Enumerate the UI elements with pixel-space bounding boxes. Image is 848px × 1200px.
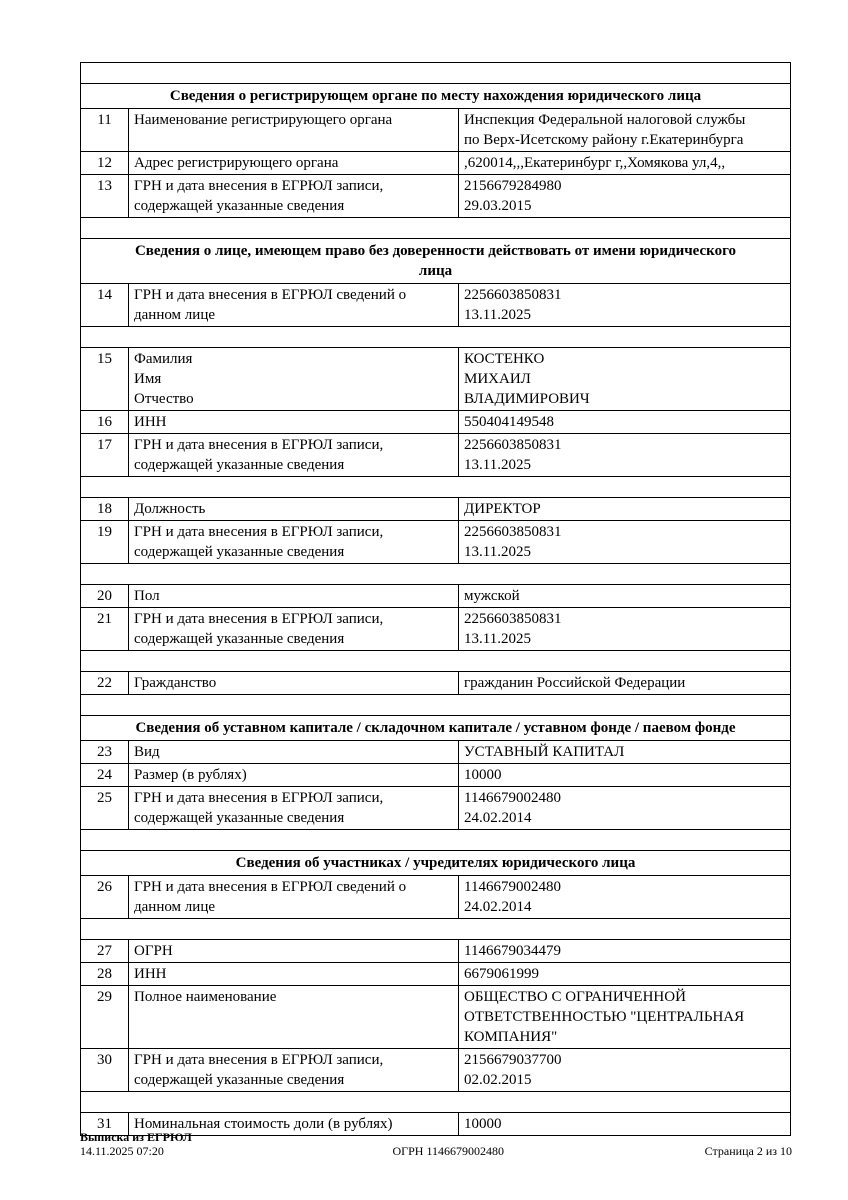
row-label: Номинальная стоимость доли (в рублях) <box>129 1113 459 1136</box>
row-number: 27 <box>81 940 129 963</box>
row-number: 22 <box>81 672 129 695</box>
row-number: 26 <box>81 876 129 919</box>
row-value: 1146679002480 24.02.2014 <box>459 876 791 919</box>
spacer-row <box>81 327 791 348</box>
row-label: ИНН <box>129 963 459 986</box>
table-row <box>81 672 791 695</box>
spacer-row <box>81 1092 791 1113</box>
row-value: 550404149548 <box>459 411 791 434</box>
spacer-cell <box>81 218 791 239</box>
section-header: Сведения об участниках / учредителях юридического лица <box>81 851 791 876</box>
table-row <box>81 986 791 1049</box>
spacer-row <box>81 477 791 498</box>
table-row <box>81 175 791 218</box>
row-value: УСТАВНЫЙ КАПИТАЛ <box>459 741 791 764</box>
spacer-cell <box>81 695 791 716</box>
row-value: ,620014,,,Екатеринбург г,,Хомякова ул,4,, <box>459 152 791 175</box>
row-number: 19 <box>81 521 129 564</box>
row-label: Вид <box>129 741 459 764</box>
row-value: мужской <box>459 585 791 608</box>
section-row <box>81 851 791 876</box>
table-row <box>81 434 791 477</box>
section-header: Сведения о лице, имеющем право без доверенности действовать от имени юридического лица <box>81 239 791 284</box>
footer-doc-type: Выписка из ЕГРЮЛ <box>80 1130 192 1144</box>
spacer-cell <box>81 63 791 84</box>
table-row <box>81 876 791 919</box>
row-number: 11 <box>81 109 129 152</box>
section-header: Сведения о регистрирующем органе по месту нахождения юридического лица <box>81 84 791 109</box>
row-label: Фамилия Имя Отчество <box>129 348 459 411</box>
row-value: КОСТЕНКО МИХАИЛ ВЛАДИМИРОВИЧ <box>459 348 791 411</box>
footer-datetime: 14.11.2025 07:20 <box>80 1144 164 1158</box>
row-value: 2156679037700 02.02.2015 <box>459 1049 791 1092</box>
row-value: 6679061999 <box>459 963 791 986</box>
spacer-row <box>81 695 791 716</box>
spacer-row <box>81 830 791 851</box>
spacer-cell <box>81 1092 791 1113</box>
table-row <box>81 608 791 651</box>
row-label: ГРН и дата внесения в ЕГРЮЛ записи, содержащей указанные сведения <box>129 521 459 564</box>
spacer-cell <box>81 327 791 348</box>
row-label: ГРН и дата внесения в ЕГРЮЛ сведений о данном лице <box>129 284 459 327</box>
row-value: 2256603850831 13.11.2025 <box>459 284 791 327</box>
row-label: Полное наименование <box>129 986 459 1049</box>
row-number: 12 <box>81 152 129 175</box>
row-number: 20 <box>81 585 129 608</box>
footer-page-number: Страница 2 из 10 <box>704 1144 792 1158</box>
row-number: 25 <box>81 787 129 830</box>
row-number: 29 <box>81 986 129 1049</box>
spacer-row <box>81 63 791 84</box>
table-row <box>81 1049 791 1092</box>
row-label: ОГРН <box>129 940 459 963</box>
table-row <box>81 963 791 986</box>
spacer-cell <box>81 651 791 672</box>
row-number: 31 <box>81 1113 129 1136</box>
row-label: Размер (в рублях) <box>129 764 459 787</box>
spacer-row <box>81 651 791 672</box>
row-number: 14 <box>81 284 129 327</box>
row-label: ГРН и дата внесения в ЕГРЮЛ сведений о данном лице <box>129 876 459 919</box>
row-label: ГРН и дата внесения в ЕГРЮЛ записи, содержащей указанные сведения <box>129 787 459 830</box>
row-label: Адрес регистрирующего органа <box>129 152 459 175</box>
row-label: Должность <box>129 498 459 521</box>
table-row <box>81 109 791 152</box>
row-number: 30 <box>81 1049 129 1092</box>
section-row <box>81 84 791 109</box>
row-label: Пол <box>129 585 459 608</box>
row-label: Наименование регистрирующего органа <box>129 109 459 152</box>
row-value: 2256603850831 13.11.2025 <box>459 434 791 477</box>
table-row <box>81 498 791 521</box>
spacer-cell <box>81 477 791 498</box>
row-label: ГРН и дата внесения в ЕГРЮЛ записи, содержащей указанные сведения <box>129 1049 459 1092</box>
section-row <box>81 239 791 284</box>
table-row <box>81 585 791 608</box>
spacer-row <box>81 218 791 239</box>
row-number: 15 <box>81 348 129 411</box>
row-label: ГРН и дата внесения в ЕГРЮЛ записи, содержащей указанные сведения <box>129 175 459 218</box>
spacer-cell <box>81 830 791 851</box>
table-row <box>81 348 791 411</box>
egrul-table <box>80 62 791 1136</box>
egrul-table-body <box>81 63 791 1136</box>
footer-left-block <box>80 1130 192 1158</box>
row-value: 10000 <box>459 764 791 787</box>
page-footer <box>80 1130 792 1158</box>
row-value: 1146679002480 24.02.2014 <box>459 787 791 830</box>
table-row <box>81 741 791 764</box>
row-label: ГРН и дата внесения в ЕГРЮЛ записи, содержащей указанные сведения <box>129 608 459 651</box>
row-label: ИНН <box>129 411 459 434</box>
row-number: 21 <box>81 608 129 651</box>
table-row <box>81 787 791 830</box>
row-number: 18 <box>81 498 129 521</box>
spacer-cell <box>81 919 791 940</box>
table-row <box>81 411 791 434</box>
table-row <box>81 764 791 787</box>
row-number: 23 <box>81 741 129 764</box>
row-value: 2156679284980 29.03.2015 <box>459 175 791 218</box>
row-number: 17 <box>81 434 129 477</box>
row-number: 24 <box>81 764 129 787</box>
table-row <box>81 940 791 963</box>
table-row <box>81 284 791 327</box>
row-label: ГРН и дата внесения в ЕГРЮЛ записи, содержащей указанные сведения <box>129 434 459 477</box>
row-label: Гражданство <box>129 672 459 695</box>
spacer-row <box>81 919 791 940</box>
spacer-cell <box>81 564 791 585</box>
row-number: 16 <box>81 411 129 434</box>
row-value: 2256603850831 13.11.2025 <box>459 521 791 564</box>
row-value: 1146679034479 <box>459 940 791 963</box>
table-row <box>81 152 791 175</box>
row-number: 13 <box>81 175 129 218</box>
row-value: гражданин Российской Федерации <box>459 672 791 695</box>
row-value: ОБЩЕСТВО С ОГРАНИЧЕННОЙ ОТВЕТСТВЕННОСТЬЮ "ЦЕНТРАЛЬНАЯ КОМПАНИЯ" <box>459 986 791 1049</box>
row-value: Инспекция Федеральной налоговой службы по Верх-Исетскому району г.Екатеринбурга <box>459 109 791 152</box>
row-number: 28 <box>81 963 129 986</box>
footer-ogrn: ОГРН 1146679002480 <box>392 1144 504 1158</box>
row-value: 2256603850831 13.11.2025 <box>459 608 791 651</box>
table-row <box>81 521 791 564</box>
row-value: ДИРЕКТОР <box>459 498 791 521</box>
spacer-row <box>81 564 791 585</box>
section-row <box>81 716 791 741</box>
row-value: 10000 <box>459 1113 791 1136</box>
section-header: Сведения об уставном капитале / складочном капитале / уставном фонде / паевом фонде <box>81 716 791 741</box>
